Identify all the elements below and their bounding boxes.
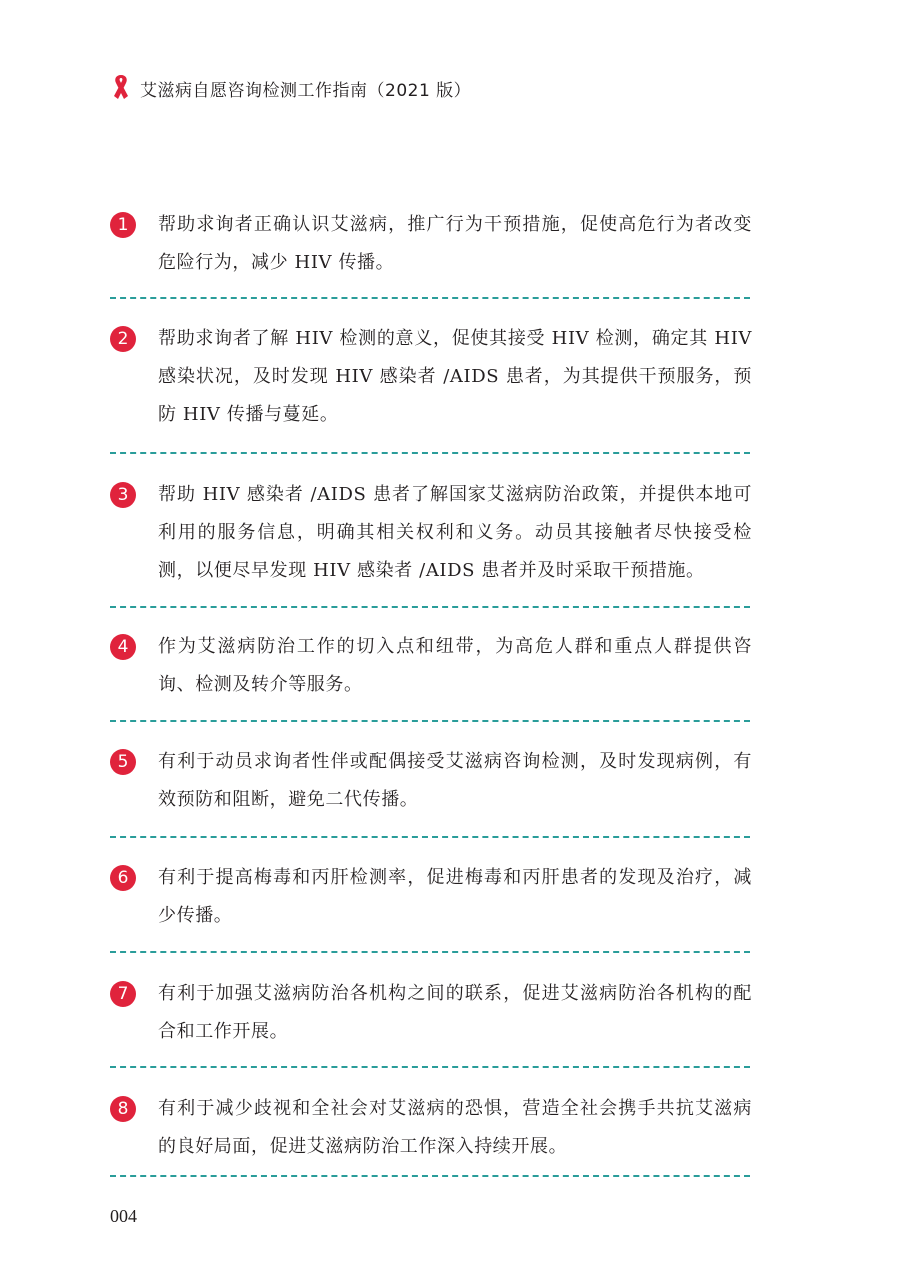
dashed-divider: [110, 297, 750, 299]
header-title: 艾滋病自愿咨询检测工作指南（2021 版）: [140, 80, 472, 101]
dashed-divider: [110, 836, 750, 838]
red-ribbon-icon: [108, 73, 134, 103]
item-text: 帮助 HIV 感染者 /AIDS 患者了解国家艾滋病防治政策，并提供本地可利用的服务信息，明确其相关权利和义务。动员其接触者尽快接受检测，以便尽早发现 HIV 感染者 /AIDS 患者并及时采取干预措施。: [158, 484, 752, 581]
item-text: 有利于加强艾滋病防治各机构之间的联系，促进艾滋病防治各机构的配合和工作开展。: [158, 983, 752, 1042]
item-number-badge: 5: [110, 749, 136, 775]
page-number: 004: [110, 1206, 137, 1226]
item-text: 有利于减少歧视和全社会对艾滋病的恐惧，营造全社会携手共抗艾滋病的良好局面，促进艾滋病防治工作深入持续开展。: [158, 1098, 752, 1157]
item-text: 有利于动员求询者性伴或配偶接受艾滋病咨询检测，及时发现病例，有效预防和阻断，避免二代传播。: [158, 751, 752, 810]
item-number-badge: 2: [110, 326, 136, 352]
dashed-divider: [110, 951, 750, 953]
dashed-divider: [110, 1175, 750, 1177]
item-number-badge: 3: [110, 482, 136, 508]
dashed-divider: [110, 720, 750, 722]
page-header: [108, 73, 471, 103]
dashed-divider: [110, 1066, 750, 1068]
item-number-badge: 4: [110, 634, 136, 660]
item-text: 有利于提高梅毒和丙肝检测率，促进梅毒和丙肝患者的发现及治疗，减少传播。: [158, 867, 752, 926]
item-number-badge: 8: [110, 1096, 136, 1122]
item-number-badge: 1: [110, 212, 136, 238]
item-text: 帮助求询者正确认识艾滋病，推广行为干预措施，促使高危行为者改变危险行为，减少 HIV 传播。: [158, 214, 752, 273]
dashed-divider: [110, 452, 750, 454]
item-number-badge: 7: [110, 981, 136, 1007]
item-text: 帮助求询者了解 HIV 检测的意义，促使其接受 HIV 检测，确定其 HIV 感染状况，及时发现 HIV 感染者 /AIDS 患者，为其提供干预服务，预防 HIV 传播与蔓延。: [158, 328, 752, 425]
item-text: 作为艾滋病防治工作的切入点和纽带，为高危人群和重点人群提供咨询、检测及转介等服务。: [158, 636, 752, 695]
item-number-badge: 6: [110, 865, 136, 891]
dashed-divider: [110, 606, 750, 608]
